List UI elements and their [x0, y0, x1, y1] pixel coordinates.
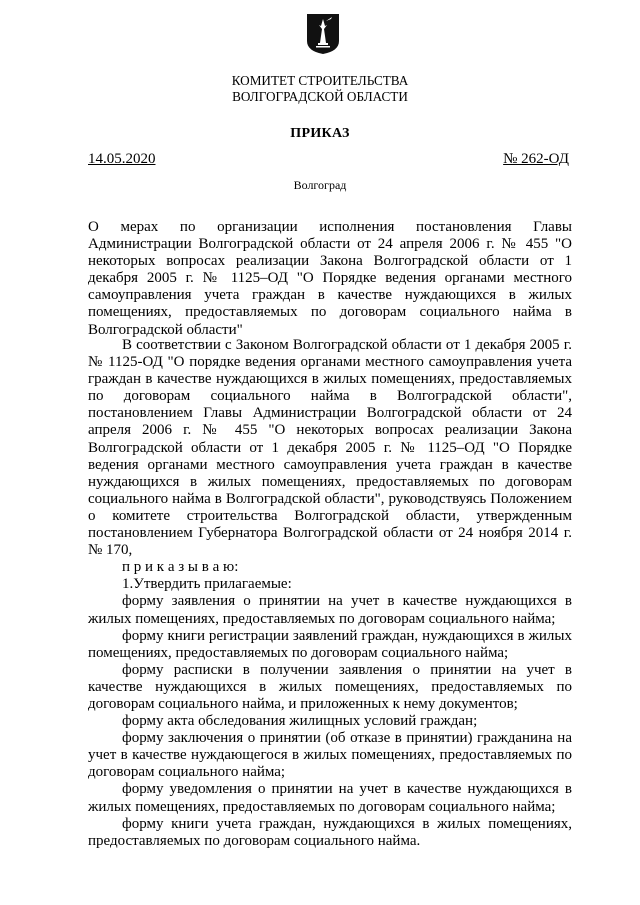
subject-paragraph: О мерах по организации исполнения постановления Главы Администрации Волгоградской области от 24 апреля 2006 г. № 455 "О некоторых вопросах реализации Закона Волгоградской области от 1 декабря 2005 г. № 1125–ОД "О Порядке ведения органами местного самоуправления учета граждан в качестве нуждающихся в жилых помещениях, предоставляемых по договорам социального найма в Волгоградской области" — [88, 219, 572, 338]
item-1: 1.Утвердить прилагаемые: — [122, 576, 292, 593]
org-name-line2: ВОЛГОГРАДСКОЙ ОБЛАСТИ — [232, 89, 408, 104]
document-type: ПРИКАЗ — [290, 126, 350, 141]
document-number: № 262-ОД — [503, 151, 569, 167]
org-name-line1: КОМИТЕТ СТРОИТЕЛЬСТВА — [231, 73, 409, 88]
form-item: форму заключения о принятии (об отказе в принятии) гражданина на учет в качестве нуждающегося в жилых помещениях, предоставляемых по договорам социального найма; — [88, 730, 572, 781]
document-subject — [88, 219, 572, 339]
document-date: 14.05.2020 — [88, 151, 156, 167]
volgograd-coat-of-arms-icon — [306, 13, 340, 55]
document-body — [88, 337, 572, 850]
document-city: Волгоград — [293, 178, 347, 192]
form-item: форму заявления о принятии на учет в качестве нуждающихся в жилых помещениях, предоставляемых по договорам социального найма; — [88, 593, 572, 627]
form-item: форму акта обследования жилищных условий граждан; — [122, 713, 478, 730]
form-item: форму книги регистрации заявлений граждан, нуждающихся в жилых помещениях, предоставляемых по договорам социального найма; — [88, 627, 572, 661]
order-word: п р и к а з ы в а ю: — [122, 559, 239, 576]
form-item: форму уведомления о принятии на учет в качестве нуждающихся в жилых помещениях, предоставляемых по договорам социального найма; — [88, 781, 572, 815]
form-item: форму книги учета граждан, нуждающихся в жилых помещениях, предоставляемых по договорам социального найма. — [88, 815, 572, 849]
intro-paragraph: В соответствии с Законом Волгоградской области от 1 декабря 2005 г. № 1125-ОД "О порядке ведения органами местного самоуправления учета граждан в качестве нуждающихся в жилых помещениях, предоставляемых по договорам социального найма в Волгоградской области", постановлением Главы Администрации Волгоградской области от 24 апреля 2006 г. № 455 "О некоторых вопросах реализации Закона Волгоградской области от 1 декабря 2005 г. № 1125–ОД "О Порядке ведения органами местного самоуправления учета граждан в качестве нуждающихся в жилых помещениях, предоставляемых по договорам социального найма в Волгоградской области", руководствуясь Положением о комитете строительства Волгоградской области, утвержденным постановлением Губернатора Волгоградской области от 24 ноября 2014 г. № 170, — [88, 337, 572, 559]
form-item: форму расписки в получении заявления о принятии на учет в качестве нуждающихся в жилых помещениях, предоставляемых по договорам социального найма, и приложенных к нему документов; — [88, 661, 572, 712]
